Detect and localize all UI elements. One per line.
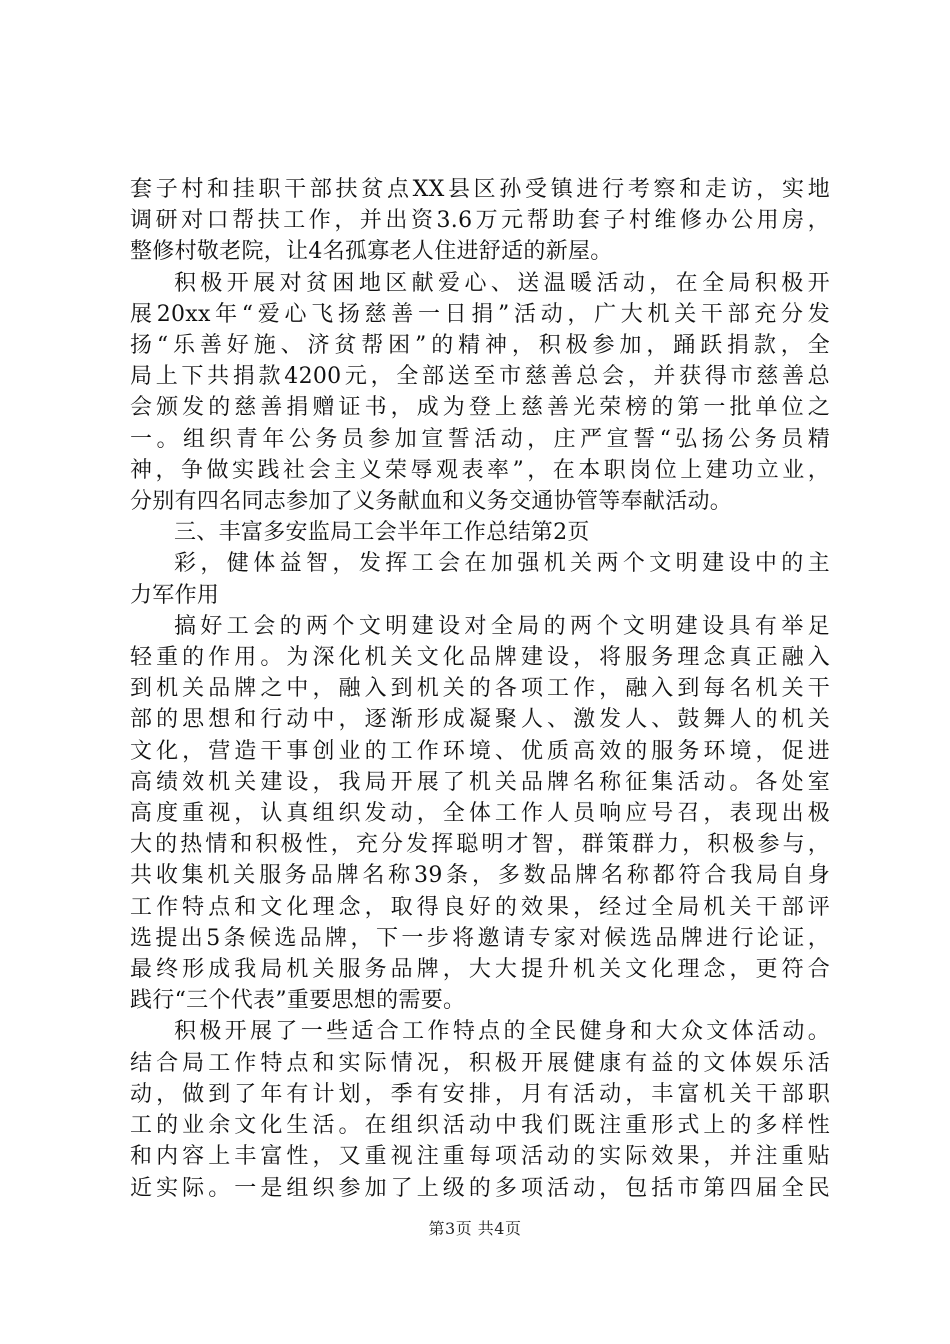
text-line: 积极开展对贫困地区献爱心、送温暖活动，在全局积极开 (174, 270, 830, 296)
text-line: 到机关品牌之中，融入到机关的各项工作，融入到每名机关干 (130, 676, 830, 702)
text-line: 工作特点和文化理念，取得良好的效果，经过全局机关干部评 (130, 894, 830, 920)
text-line: 高绩效机关建设，我局开展了机关品牌名称征集活动。各处室 (130, 769, 830, 795)
section-heading (130, 517, 830, 548)
text-line: 动，做到了年有计划，季有安排，月有活动，丰富机关干部职 (130, 1081, 830, 1107)
text-line: 结合局工作特点和实际情况，积极开展健康有益的文体娱乐活 (130, 1050, 830, 1076)
page-number: 第3页 共4页 (428, 1219, 522, 1238)
text-line: 最终形成我局机关服务品牌，大大提升机关文化理念，更符合 (130, 957, 830, 983)
text-line: 搞好工会的两个文明建设对全局的两个文明建设具有举足 (174, 613, 830, 639)
text-line: 选提出5条候选品牌，下一步将邀请专家对候选品牌进行论证， (130, 925, 830, 951)
text-line: 文化，营造干事创业的工作环境、优质高效的服务环境，促进 (130, 738, 830, 764)
text-line: 调研对口帮扶工作，并出资3.6万元帮助套子村维修办公用房， (130, 208, 830, 234)
text-line: 共收集机关服务品牌名称39条，多数品牌名称都符合我局自身 (130, 863, 830, 889)
text-line: 扬“乐善好施、济贫帮困”的精神，积极参加，踊跃捐款，全 (130, 333, 830, 359)
text-line: 大的热情和积极性，充分发挥聪明才智，群策群力，积极参与， (130, 832, 830, 858)
text-line: 高度重视，认真组织发动，全体工作人员响应号召，表现出极 (130, 801, 830, 827)
paragraph (130, 611, 830, 1017)
document-body (130, 174, 830, 1204)
text-line: 展20xx年“爱心飞扬慈善一日捐”活动，广大机关干部充分发 (130, 301, 830, 327)
text-line: 整修村敬老院，让4名孤寡老人住进舒适的新屋。 (130, 239, 613, 265)
text-line: 套子村和挂职干部扶贫点XX县区孙受镇进行考察和走访，实地 (130, 177, 830, 202)
text-line: 局上下共捐款4200元，全部送至市慈善总会，并获得市慈善总 (130, 364, 830, 390)
text-line: 近实际。一是组织参加了上级的多项活动，包括市第四届全民 (130, 1175, 830, 1201)
paragraph (130, 548, 830, 610)
paragraph (130, 268, 830, 518)
text-line: 会颁发的慈善捐赠证书，成为登上慈善光荣榜的第一批单位之 (130, 395, 830, 421)
text-line: 轻重的作用。为深化机关文化品牌建设，将服务理念真正融入 (130, 645, 830, 671)
text-line: 神，争做实践社会主义荣辱观表率”，在本职岗位上建功立业， (130, 457, 830, 483)
text-line: 和内容上丰富性，又重视注重每项活动的实际效果，并注重贴 (130, 1144, 830, 1170)
text-line: 三、丰富多安监局工会半年工作总结第2页 (174, 520, 590, 546)
text-line: 部的思想和行动中，逐渐形成凝聚人、激发人、鼓舞人的机关 (130, 707, 830, 733)
text-line: 积极开展了一些适合工作特点的全民健身和大众文体活动。 (174, 1019, 830, 1045)
paragraph (130, 174, 830, 268)
text-line: 践行“三个代表”重要思想的需要。 (130, 988, 466, 1014)
text-line: 彩，健体益智，发挥工会在加强机关两个文明建设中的主 (174, 551, 830, 577)
text-line: 分别有四名同志参加了义务献血和义务交通协管等奉献活动。 (130, 489, 733, 515)
paragraph (130, 1016, 830, 1203)
text-line: 一。组织青年公务员参加宣誓活动，庄严宣誓“弘扬公务员精 (130, 426, 830, 452)
page-footer (0, 1216, 950, 1239)
text-line: 力军作用 (130, 582, 220, 608)
text-line: 工的业余文化生活。在组织活动中我们既注重形式上的多样性 (130, 1113, 830, 1139)
